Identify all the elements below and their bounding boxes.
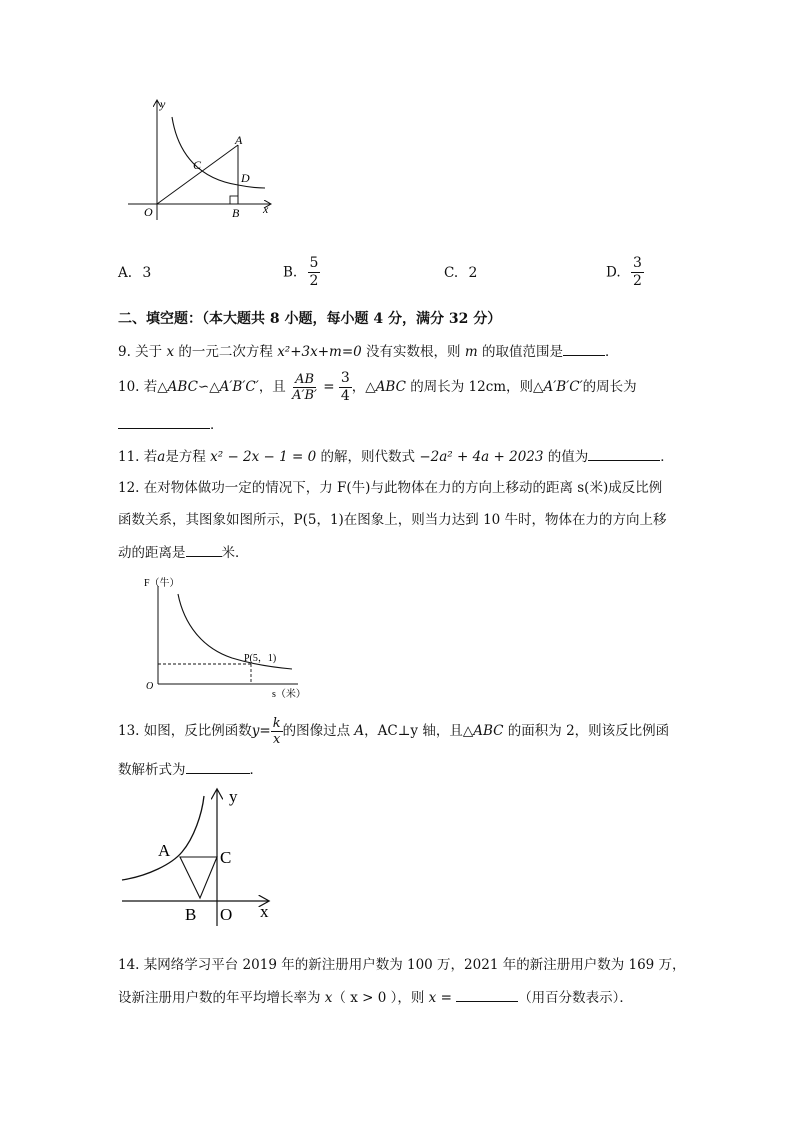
q10-frac-num: AB xyxy=(295,372,315,387)
label-x: x xyxy=(260,902,269,921)
q9-var-x: x xyxy=(166,344,175,360)
label-y: y xyxy=(160,97,166,111)
option-b-den: 2 xyxy=(309,273,319,289)
q14-answer-blank[interactable] xyxy=(456,987,518,1002)
q9-equation: x²+3x+m=0 xyxy=(277,344,362,360)
question-12-line1: 12. 在对物体做功一定的情况下，力 F(牛)与此物体在力的方向上移动的距离 s(米)成反比例 xyxy=(118,480,663,496)
question-12-line2: 函数关系，其图象如图所示，P(5，1)在图象上，则当力达到 10 牛时，物体在力的方向上移 xyxy=(118,512,667,528)
label-d: D xyxy=(241,171,250,185)
q14-line2a: 设新注册用户数的年平均增长率为 xyxy=(118,990,325,1006)
q10-abc-prime2: A′B′C′ xyxy=(543,379,583,395)
question-10 xyxy=(118,370,637,405)
q10-text-d: 的周长为 12cm，则△ xyxy=(405,379,544,395)
option-d-num: 3 xyxy=(632,255,642,271)
question-10-line2 xyxy=(118,414,224,435)
q10-text-e: 的周长为 xyxy=(582,379,637,395)
q9-text-a: 9. 关于 xyxy=(118,344,167,360)
q10-abc-prime: A′B′C′ xyxy=(219,379,259,395)
label-o: O xyxy=(144,205,153,219)
hyperbola-curve xyxy=(122,796,204,880)
f-axis-label: F（牛） xyxy=(144,578,180,589)
q10-eq: = xyxy=(318,379,339,395)
q10-val-den: 4 xyxy=(340,388,350,404)
q14-eq: = xyxy=(436,990,457,1006)
q10-val-num: 3 xyxy=(340,370,350,386)
option-d-letter: D. xyxy=(606,264,621,281)
label-a: A xyxy=(235,133,243,147)
q10-text-a: 10. 若△ xyxy=(118,379,168,395)
option-a-value: 3 xyxy=(142,265,152,281)
q12-line3b: 米． xyxy=(221,545,249,561)
question-9 xyxy=(118,341,618,362)
label-c: C xyxy=(193,158,202,172)
option-d[interactable] xyxy=(606,255,644,290)
q11-end: ． xyxy=(660,449,674,465)
q9-var-m: m xyxy=(464,344,478,360)
q11-text-d: 的值为 xyxy=(543,449,589,465)
q14-line2b: ，则 xyxy=(397,990,429,1006)
figure-3-triangle-hyperbola xyxy=(118,784,288,932)
option-b-num: 5 xyxy=(309,255,319,271)
q11-answer-blank[interactable] xyxy=(588,446,660,461)
option-d-fraction xyxy=(631,255,644,290)
q14-cond: （ x > 0 ） xyxy=(332,990,398,1006)
q13-line2: 数解析式为 xyxy=(118,762,186,778)
q13-frac-den: x xyxy=(272,732,281,747)
segment-oa xyxy=(157,145,238,204)
q10-ratio-fraction xyxy=(290,372,319,403)
q13-abc: ABC xyxy=(473,723,504,739)
right-angle-mark xyxy=(230,196,238,204)
label-y: y xyxy=(229,787,238,806)
q9-answer-blank[interactable] xyxy=(563,341,605,356)
q13-text-c: ，AC⊥y 轴，且△ xyxy=(364,723,474,739)
q13-text-d: 的面积为 2，则该反比例函 xyxy=(503,723,670,739)
q13-point-a: A xyxy=(354,723,365,739)
label-a: A xyxy=(158,841,171,860)
section-heading: 二、填空题：（本大题共 8 小题，每小题 4 分，满分 32 分） xyxy=(118,311,502,327)
q11-text-b: 是方程 xyxy=(165,449,211,465)
q10-frac-den: A′B′ xyxy=(292,388,317,403)
q14-var-x2: x xyxy=(428,990,437,1006)
option-c-letter: C. xyxy=(444,265,459,281)
question-13-line2 xyxy=(118,759,263,780)
q14-var-x: x xyxy=(324,990,333,1006)
label-c: C xyxy=(220,848,232,867)
option-a[interactable] xyxy=(118,263,151,283)
q9-text-c: 没有实数根，则 xyxy=(361,344,465,360)
label-b: B xyxy=(232,206,240,220)
q11-text-c: 的解，则代数式 xyxy=(316,449,420,465)
q10-answer-blank[interactable] xyxy=(118,414,210,429)
q10-abc2: ABC xyxy=(375,379,406,395)
q9-end: ． xyxy=(604,344,619,360)
q11-text-a: 11. 若 xyxy=(118,449,158,465)
option-b-letter: B. xyxy=(283,264,298,281)
q12-answer-blank[interactable] xyxy=(186,542,222,557)
s-axis-label: s（米） xyxy=(272,689,306,700)
q9-text-d: 的取值范围是 xyxy=(477,344,563,360)
option-c-value: 2 xyxy=(468,265,478,281)
q13-fraction xyxy=(271,716,283,747)
question-12-line3 xyxy=(118,542,249,563)
q13-text-a: 13. 如图，反比例函数 xyxy=(118,723,252,739)
label-x: x xyxy=(263,202,269,216)
q11-expression: −2a² + 4a + 2023 xyxy=(419,449,544,465)
q10-value-fraction xyxy=(339,370,352,405)
q10-end: ． xyxy=(210,417,224,433)
option-b-fraction xyxy=(308,255,321,290)
q13-frac-num: k xyxy=(272,716,281,731)
question-13 xyxy=(118,714,669,748)
q10-text-b: ，且 xyxy=(258,379,291,395)
question-11 xyxy=(118,446,674,467)
option-c[interactable] xyxy=(444,263,477,283)
q10-abc: ABC xyxy=(167,379,198,395)
figure-1-hyperbola-triangle xyxy=(120,95,290,225)
option-d-den: 2 xyxy=(632,273,642,289)
q14-line2c: （用百分数表示）． xyxy=(518,990,633,1006)
q11-equation: x² − 2x − 1 = 0 xyxy=(210,449,317,465)
option-a-letter: A. xyxy=(118,265,133,281)
q11-var-a: a xyxy=(157,449,166,465)
point-p-label: P(5，1) xyxy=(244,653,277,664)
q10-text-c: ，△ xyxy=(351,379,376,395)
q12-line3a: 动的距离是 xyxy=(118,545,186,561)
q13-answer-blank[interactable] xyxy=(186,759,250,774)
triangle-abc xyxy=(180,857,217,898)
label-b: B xyxy=(185,905,197,924)
q13-func-lhs: y= xyxy=(251,723,271,739)
question-14-line2 xyxy=(118,987,633,1008)
option-b[interactable] xyxy=(283,255,320,290)
origin-label: O xyxy=(146,681,154,692)
hyperbola-curve xyxy=(172,117,265,188)
q13-text-b: 的图像过点 xyxy=(282,723,355,739)
label-o: O xyxy=(220,905,233,924)
figure-2-force-distance-graph xyxy=(140,572,315,704)
q13-end: ． xyxy=(249,762,263,778)
question-14-line1: 14. 某网络学习平台 2019 年的新注册用户数为 100 万，2021 年的新注册用户数为 169 万， xyxy=(118,957,686,973)
q10-sim: ∽△ xyxy=(197,379,220,395)
q9-text-b: 的一元二次方程 xyxy=(174,344,278,360)
